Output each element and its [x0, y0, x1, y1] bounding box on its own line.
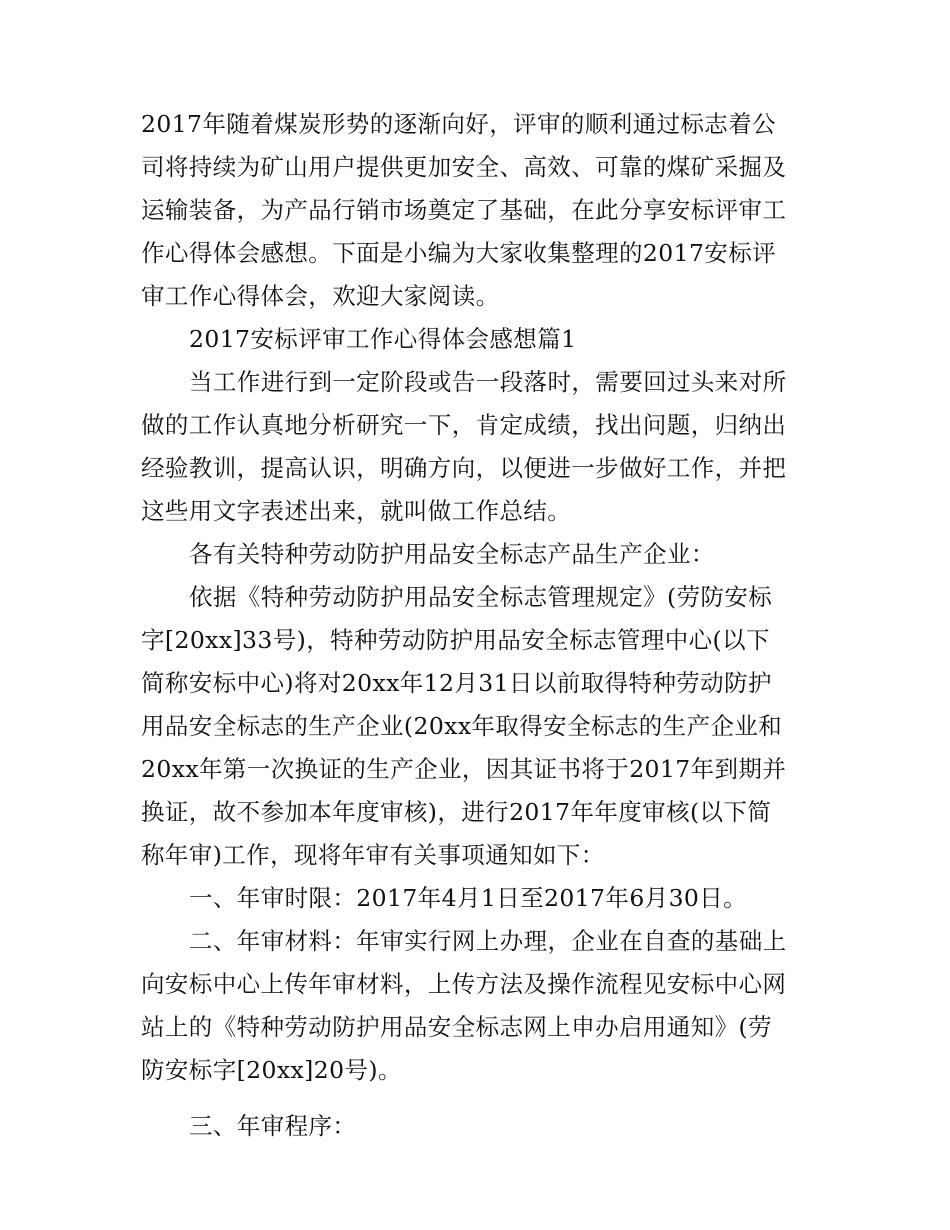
notice-paragraph-line-4: 用品安全标志的生产企业(20xx年取得安全标志的生产企业和 — [141, 712, 783, 740]
section-heading: 2017安标评审工作心得体会感想篇1 — [189, 325, 577, 353]
intro-line-5: 审工作心得体会，欢迎大家阅读。 — [141, 282, 500, 310]
item-3-procedure: 三、年审程序： — [189, 1112, 357, 1140]
paragraph-summary-line-3: 经验教训，提高认识，明确方向，以便进一步做好工作，并把 — [141, 454, 787, 482]
item-1-time-limit: 一、年审时限：2017年4月1日至2017年6月30日。 — [189, 884, 748, 912]
paragraph-summary-line-2: 做的工作认真地分析研究一下，肯定成绩，找出问题，归纳出 — [141, 411, 787, 439]
item-2-materials-line-3: 站上的《特种劳动防护用品安全标志网上申办启用通知》(劳 — [141, 1013, 772, 1041]
paragraph-summary-line-1: 当工作进行到一定阶段或告一段落时，需要回过头来对所 — [189, 368, 787, 396]
intro-line-2: 司将持续为矿山用户提供更加安全、高效、可靠的煤矿采掘及 — [141, 153, 787, 181]
intro-line-4: 作心得体会感想。下面是小编为大家收集整理的2017安标评 — [141, 239, 777, 267]
intro-line-3: 运输装备，为产品行销市场奠定了基础，在此分享安标评审工 — [141, 196, 787, 224]
item-2-materials-line-4: 防安标字[20xx]20号)。 — [141, 1056, 402, 1084]
notice-paragraph-line-5: 20xx年第一次换证的生产企业，因其证书将于2017年到期并 — [141, 755, 787, 783]
notice-paragraph-line-3: 简称安标中心)将对20xx年12月31日以前取得特种劳动防护 — [141, 669, 772, 697]
notice-paragraph-line-1: 依据《特种劳动防护用品安全标志管理规定》(劳防安标 — [189, 583, 773, 611]
paragraph-summary-line-4: 这些用文字表述出来，就叫做工作总结。 — [141, 497, 572, 525]
paragraph-spacer — [141, 1092, 813, 1105]
item-2-materials-line-1: 二、年审材料：年审实行网上办理，企业在自查的基础上 — [189, 927, 787, 955]
notice-paragraph-line-2: 字[20xx]33号)，特种劳动防护用品安全标志管理中心(以下 — [141, 626, 770, 654]
notice-paragraph-line-7: 称年审)工作，现将年审有关事项通知如下： — [141, 841, 605, 869]
intro-line-1: 2017年随着煤炭形势的逐渐向好，评审的顺利通过标志着公 — [141, 110, 777, 138]
item-2-materials-line-2: 向安标中心上传年审材料，上传方法及操作流程见安标中心网 — [141, 970, 787, 998]
notice-salutation: 各有关特种劳动防护用品安全标志产品生产企业： — [189, 540, 715, 568]
notice-paragraph-line-6: 换证，故不参加本年度审核)，进行2017年年度审核(以下简 — [141, 798, 772, 826]
document-body — [141, 103, 813, 1148]
